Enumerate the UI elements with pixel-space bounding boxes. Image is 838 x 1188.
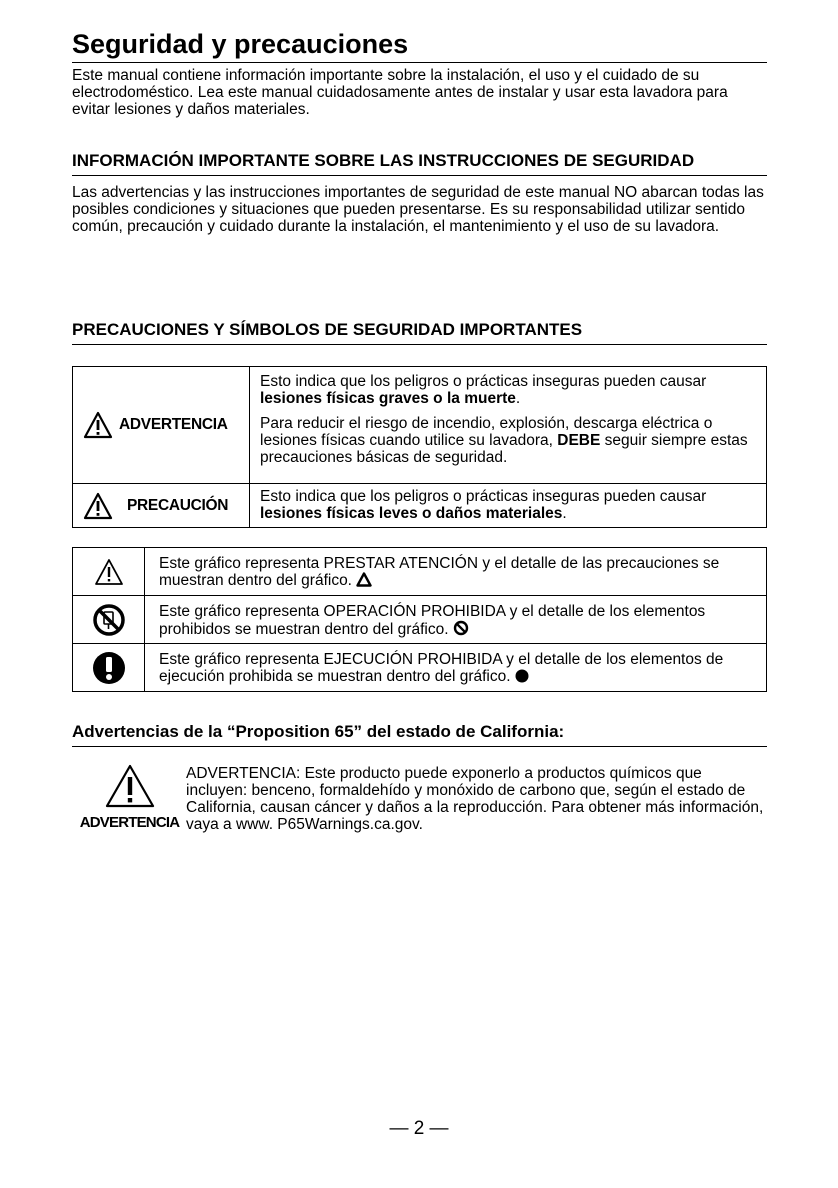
warning-text-1a: Esto indica que los peligros o prácticas inseguras pueden causar xyxy=(260,373,707,390)
warning-text xyxy=(260,373,760,466)
page-number: — 2 — xyxy=(389,1118,449,1139)
warning-text-1c: . xyxy=(515,390,521,407)
large-warning-triangle-icon xyxy=(104,763,156,809)
prohibited-operation-icon xyxy=(92,603,126,637)
symbols-table xyxy=(72,547,767,692)
warning-triangle-icon xyxy=(83,411,113,439)
section-heading-prop65: Advertencias de la “Proposition 65” del estado de California: xyxy=(72,721,767,747)
small-filled-circle-icon xyxy=(515,669,529,683)
proposition-65-section xyxy=(72,721,767,747)
section-heading-safety-info: INFORMACIÓN IMPORTANTE SOBRE LAS INSTRUCCIONES DE SEGURIDAD xyxy=(72,150,767,176)
small-prohibited-icon xyxy=(453,620,469,636)
symbol-text-prohibited xyxy=(159,603,759,638)
warning-text-1b: lesiones físicas graves o la muerte xyxy=(260,390,516,407)
caution-text-a: Esto indica que los peligros o prácticas inseguras pueden causar xyxy=(260,488,707,505)
warning-text-2a: Para reducir el riesgo de incendio, explosión, descarga eléctrica o lesiones físicas cuando utilice su lavadora, xyxy=(260,415,713,449)
safety-info-paragraph: Las advertencias y las instrucciones importantes de seguridad de este manual NO abarcan todas las posibles condiciones y situaciones que pueden presentarse. Es su responsabilidad utilizar sentido común, precaución y cuidado durante la instalación, el mantenimiento y el uso de su lavadora. xyxy=(72,184,764,235)
symbol-row-attention xyxy=(73,548,766,596)
page-title: Seguridad y precauciones xyxy=(72,28,767,63)
prop65-icon-column xyxy=(72,763,187,831)
warning-text-2c: seguir siempre estas precauciones básicas de seguridad. xyxy=(260,432,748,466)
caution-text xyxy=(260,488,760,522)
symbol-cell-mandatory xyxy=(73,644,145,691)
symbol-cell-attention xyxy=(73,548,145,595)
safety-symbols-section xyxy=(72,319,767,345)
attention-description: Este gráfico representa PRESTAR ATENCIÓN y el detalle de las precauciones se muestran dentro del gráfico. xyxy=(159,555,720,589)
attention-triangle-icon xyxy=(94,558,124,586)
prohibited-description: Este gráfico representa OPERACIÓN PROHIBIDA y el detalle de los elementos prohibidos se muestran dentro del gráfico. xyxy=(159,603,706,638)
warning-label-cell xyxy=(73,367,250,483)
prop65-icon-label: ADVERTENCIA xyxy=(79,814,180,831)
safety-instructions-section xyxy=(72,150,767,235)
warning-text-line2 xyxy=(260,415,760,466)
section-heading-symbols: PRECAUCIONES Y SÍMBOLOS DE SEGURIDAD IMPORTANTES xyxy=(72,319,767,345)
prop65-text: ADVERTENCIA: Este producto puede exponerlo a productos químicos que incluyen: benceno, formaldehído y monóxido de carbono que, según el estado de California, causan cáncer y daños a la reproducción. Para obtener más información, vaya a www. P65Warnings.ca.gov. xyxy=(186,765,764,833)
caution-label: PRECAUCIÓN xyxy=(127,496,229,514)
mandatory-description: Este gráfico representa EJECUCIÓN PROHIBIDA y el detalle de los elementos de ejecución prohibida se muestran dentro del gráfico. xyxy=(159,651,724,685)
mandatory-execution-icon xyxy=(92,651,126,685)
symbol-row-mandatory xyxy=(73,644,766,691)
signal-words-table xyxy=(72,366,767,528)
symbol-cell-prohibited xyxy=(73,596,145,643)
warning-text-line1 xyxy=(260,373,760,407)
caution-text-c: . xyxy=(562,505,567,522)
intro-paragraph: Este manual contiene información importante sobre la instalación, el uso y el cuidado de su electrodoméstico. Lea este manual cuidadosamente antes de instalar y usar esta lavadora para evitar lesiones y daños materiales. xyxy=(72,67,728,118)
warning-row xyxy=(73,367,766,484)
caution-label-cell xyxy=(73,484,250,527)
proposition-65-warning xyxy=(72,763,767,863)
caution-triangle-icon xyxy=(83,492,113,520)
symbol-row-prohibited xyxy=(73,596,766,644)
caution-row xyxy=(73,484,766,527)
symbol-text-mandatory xyxy=(159,651,759,685)
caution-text-line xyxy=(260,488,760,522)
symbol-text-attention xyxy=(159,555,759,589)
warning-text-2b: DEBE xyxy=(557,432,601,449)
small-triangle-icon xyxy=(356,572,372,587)
warning-label: ADVERTENCIA xyxy=(119,416,228,433)
page-content xyxy=(72,28,767,833)
caution-text-b: lesiones físicas leves o daños materiales xyxy=(260,505,563,522)
